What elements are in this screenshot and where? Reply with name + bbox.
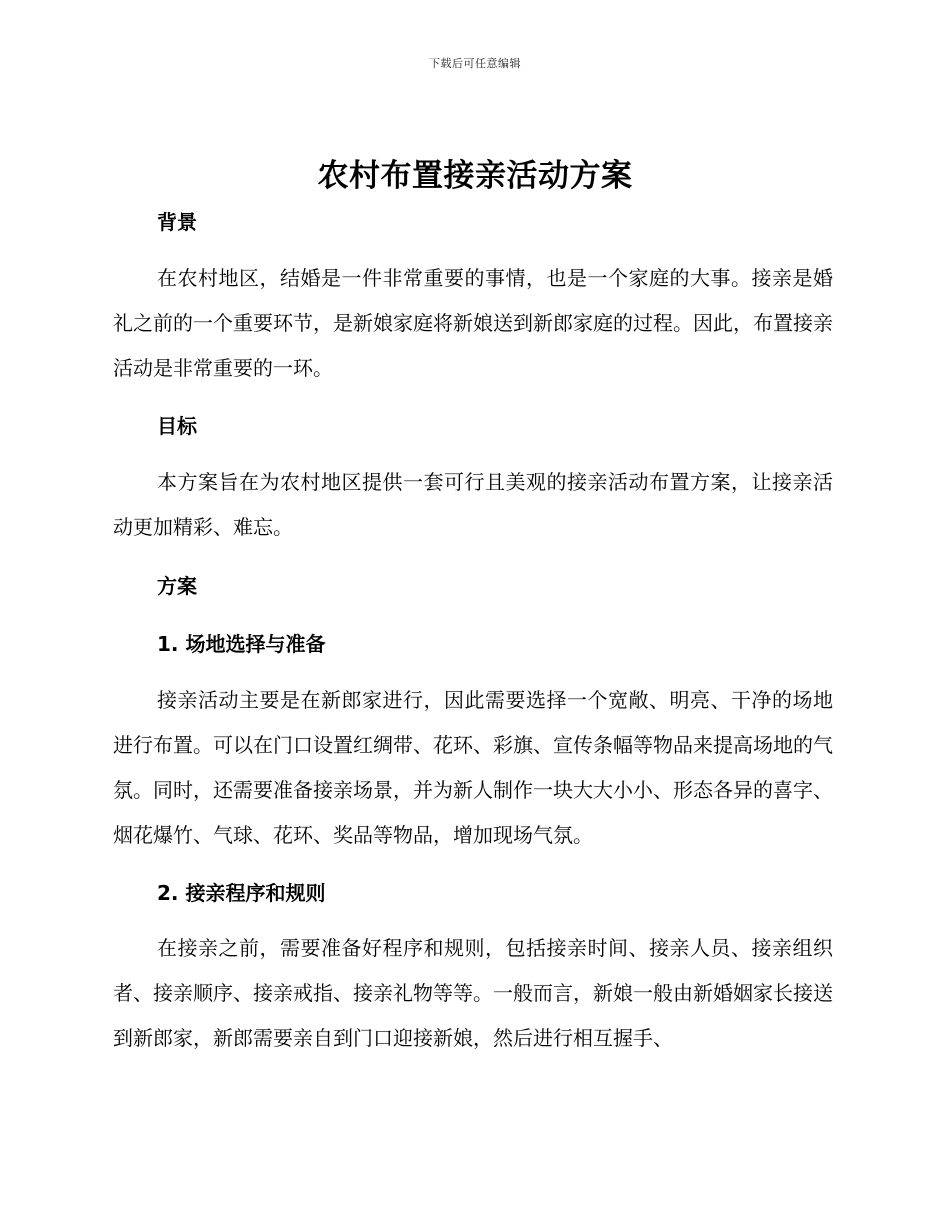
paragraph-venue: 接亲活动主要是在新郎家进行，因此需要选择一个宽敞、明亮、干净的场地进行布置。可以在门口设置红绸带、花环、彩旗、宣传条幅等物品来提高场地的气氛。同时，还需要准备接亲场景，并为新人制作一块大大小小、形态各异的喜字、烟花爆竹、气球、花环、奖品等物品，增加现场气氛。 (113, 688, 833, 847)
paragraph-goal: 本方案旨在为农村地区提供一套可行且美观的接亲活动布置方案，让接亲活动更加精彩、难忘。 (113, 470, 833, 539)
document-title: 农村布置接亲活动方案 (317, 158, 633, 194)
paragraph-background: 在农村地区，结婚是一件非常重要的事情，也是一个家庭的大事。接亲是婚礼之前的一个重要环节，是新娘家庭将新娘送到新郎家庭的过程。因此，布置接亲活动是非常重要的一环。 (113, 266, 833, 380)
section-heading-venue: 1. 场地选择与准备 (157, 632, 326, 656)
paragraph-procedure: 在接亲之前，需要准备好程序和规则，包括接亲时间、接亲人员、接亲组织者、接亲顺序、接亲戒指、接亲礼物等等。一般而言，新娘一般由新婚姻家长接送到新郎家，新郎需要亲自到门口迎接新娘，然后进行相互握手、 (113, 936, 833, 1050)
section-heading-goal: 目标 (157, 414, 197, 438)
header-note: 下载后可任意编辑 (429, 57, 521, 70)
section-heading-plan: 方案 (157, 574, 197, 598)
section-heading-background: 背景 (157, 210, 197, 234)
section-heading-procedure: 2. 接亲程序和规则 (157, 881, 326, 905)
